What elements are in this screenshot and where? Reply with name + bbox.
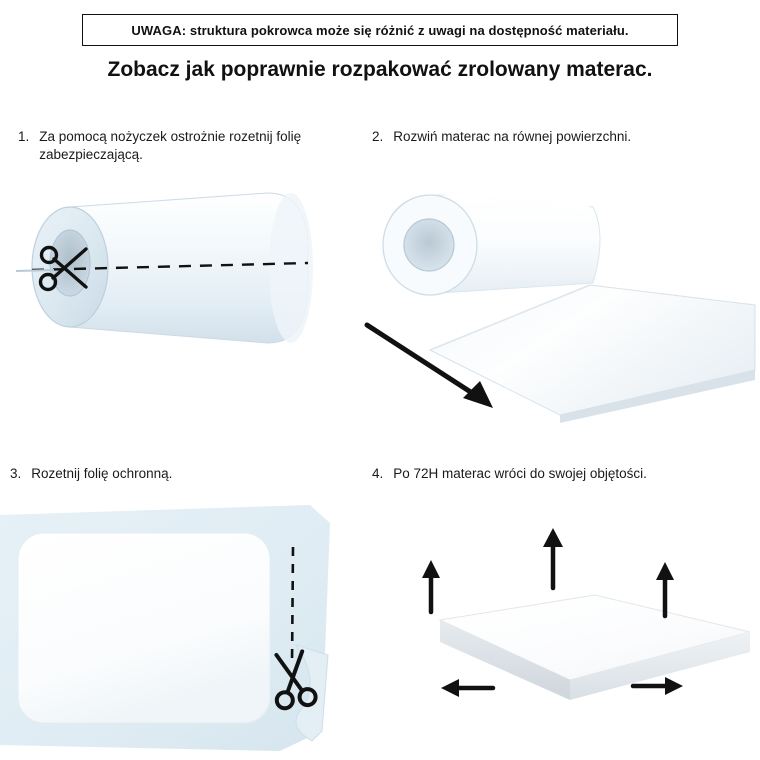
step-4-text	[372, 465, 712, 483]
notice-text: UWAGA: struktura pokrowca może się różnić z uwagi na dostępność materiału.	[131, 22, 629, 38]
step-2-label: Rozwiń materac na równej powierzchni.	[393, 129, 632, 144]
page-title: Zobacz jak poprawnie rozpakować zrolowany materac.	[107, 58, 653, 81]
step-3-number: 3.	[10, 466, 22, 481]
notice-banner	[82, 14, 678, 46]
step-1-text	[18, 128, 318, 164]
mattress-slab	[440, 595, 750, 700]
roll-open-end	[32, 207, 108, 327]
roll-body-2	[383, 195, 600, 295]
unrolling-mattress-figure	[345, 165, 755, 430]
rolled-mattress-cut-figure	[8, 175, 338, 395]
step-4-number: 4.	[372, 466, 384, 481]
mattress-expanding-figure	[345, 500, 760, 750]
step-2-text	[372, 128, 702, 146]
protective-foil-cut-figure	[0, 505, 345, 755]
arrow-up-icon	[543, 528, 563, 588]
step-3-text	[10, 465, 330, 483]
step-4-label: Po 72H materac wróci do swojej objętości.	[393, 466, 647, 481]
arrow-left-icon	[441, 679, 493, 697]
arrow-up-icon	[422, 560, 440, 612]
step-1-label: Za pomocą nożyczek ostrożnie rozetnij folię zabezpieczającą.	[39, 129, 302, 163]
step-1-number: 1.	[18, 129, 30, 144]
step-2-number: 2.	[372, 129, 384, 144]
step-3-label: Rozetnij folię ochronną.	[31, 466, 173, 481]
mattress-under-foil	[18, 533, 270, 723]
arrow-up-icon	[656, 562, 674, 616]
